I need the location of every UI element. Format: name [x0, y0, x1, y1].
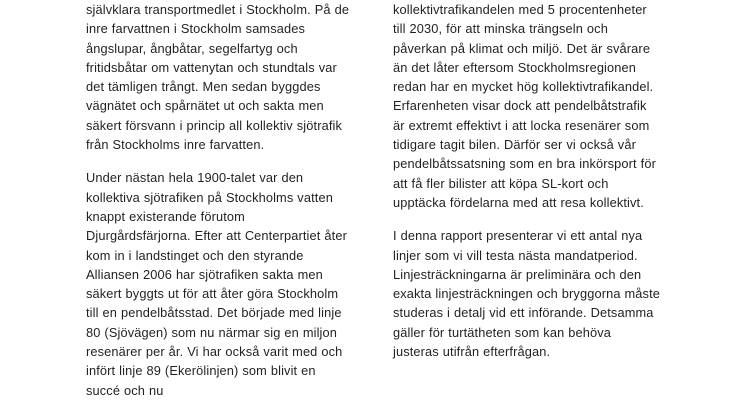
- paragraph: Under nästan hela 1900-talet var den kollektiva sjötrafiken på Stockholms vatten knappt existerande förutom Djurgårdsfärjorna. Efter att Centerpartiet åter kom in i landstinget och den styrande Alliansen 2006 har sjötrafiken sakta men säkert byggts ut för att åter göra Stockholm till en pendelbåtsstad. Det började med linje 80 (Sjövägen) som nu närmar sig en miljon resenärer per år. Vi har också varit med och infört linje 89 (Ekerölinjen) som blivit en succé och nu: [86, 170, 347, 398]
- paragraph: I denna rapport presenterar vi ett antal nya linjer som vi vill testa nästa mandatperiod. Linjesträckningarna är preliminära och den exakta linjesträckningen och bryggorna måste studeras i detalj vid ett införande. Detsamma gäller för turtätheten som kan behöva justeras utifrån efterfrågan.: [393, 228, 661, 360]
- paragraph: kollektivtrafikandelen med 5 procentenheter till 2030, för att minska trängseln och påverkan på klimat och miljö. Det är svårare än det låter eftersom Stockholmsregionen redan har en mycket hög kollektivtrafikandel. Erfarenheten visar dock att pendelbåtstrafik är extremt effektivt i att locka resenärer som tidigare tagit bilen. Därför ser vi också vår pendelbåtssatsning som en bra inkörsport för att få fler bilister att köpa SL-kort och upptäcka fördelarna med att resa kollektivt.: [393, 2, 656, 210]
- paragraph: självklara transportmedlet i Stockholm. På de inre farvattnen i Stockholm samsades ångslupar, ångbåtar, segelfartyg och fritidsbåtar om vattenytan och stundtals var det tämligen trångt. Men sedan byggdes vägnätet och spårnätet ut och sakta men säkert försvann i princip all kollektiv sjötrafik från Stockholms inre farvatten.: [86, 2, 350, 153]
- right-column: [373, 0, 746, 419]
